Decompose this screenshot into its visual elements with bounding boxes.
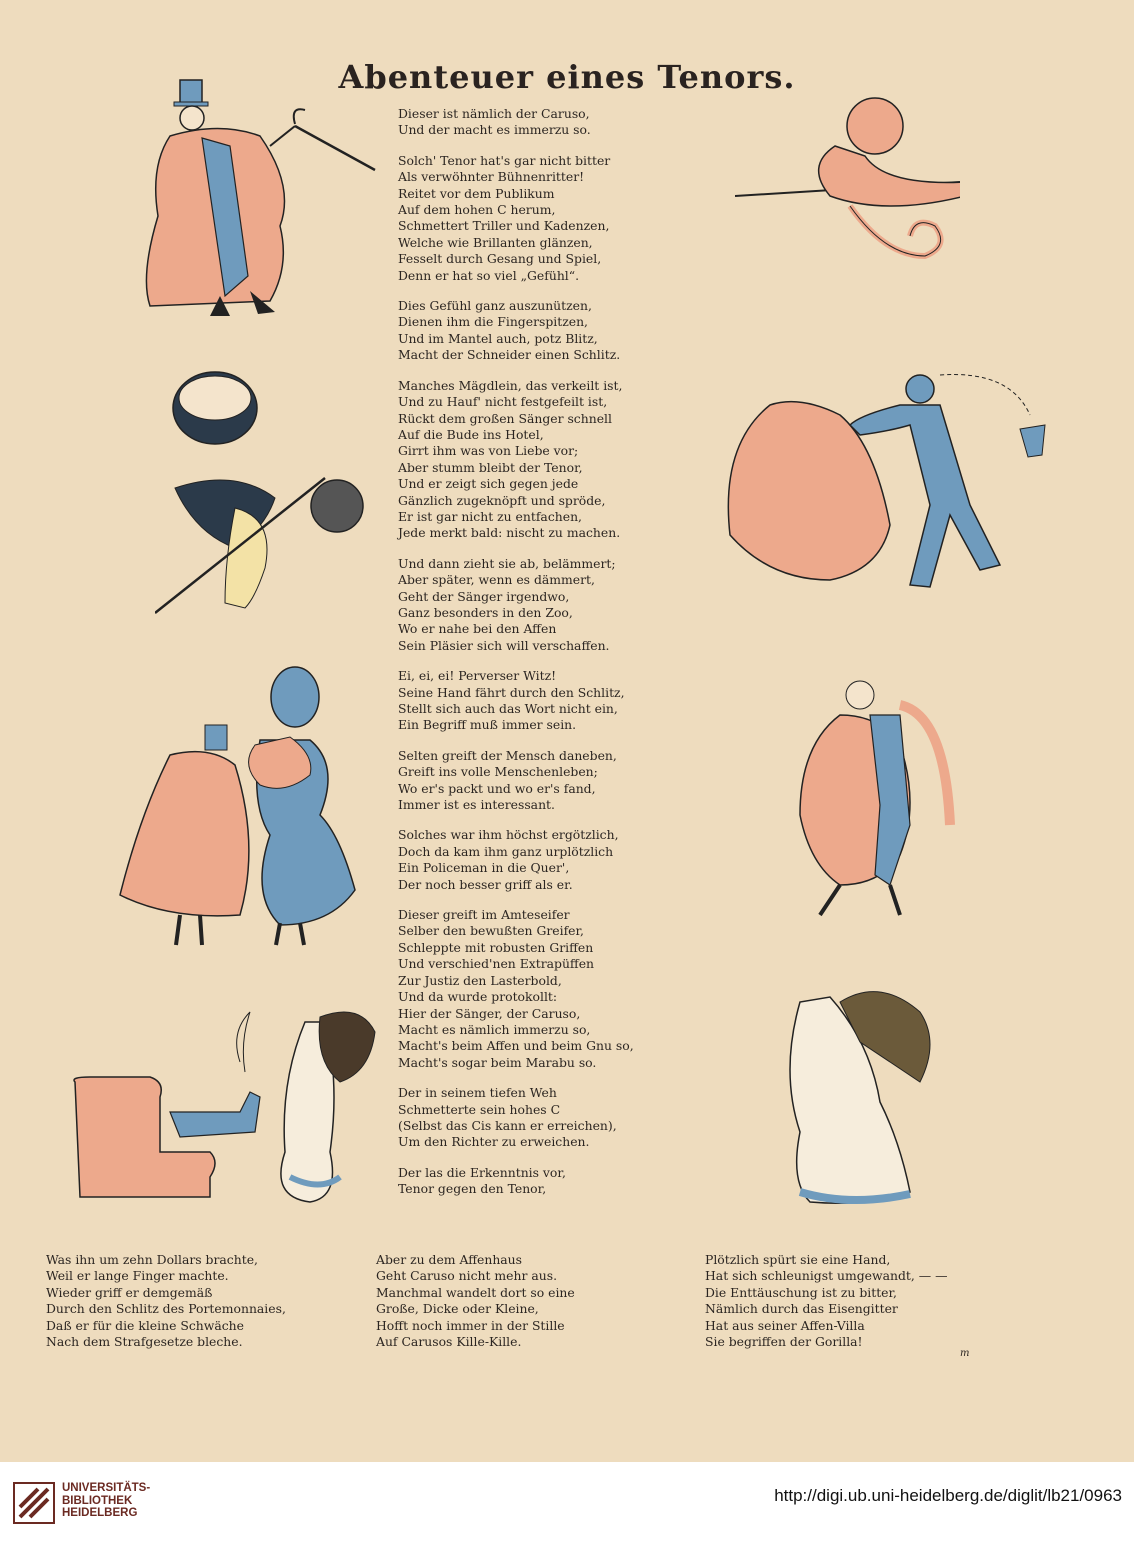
digitization-footer: [0, 1462, 1134, 1553]
stanza: [398, 748, 688, 814]
stanza: [398, 153, 688, 284]
verse-line: Zur Justiz den Lasterbold,: [398, 972, 562, 988]
verse-line: Plötzlich spürt sie eine Hand,: [705, 1252, 891, 1267]
verse-line: Macht der Schneider einen Schlitz.: [398, 347, 621, 363]
verse-line: Schleppte mit robusten Griffen: [398, 939, 594, 955]
verse-line: Aber stumm bleibt der Tenor,: [398, 459, 583, 475]
stanza: [398, 556, 688, 654]
verse-line: Selten greift der Mensch daneben,: [398, 747, 617, 763]
verse-line: Seine Hand fährt durch den Schlitz,: [398, 684, 625, 700]
stanza: [398, 668, 688, 734]
verse-line: Fesselt durch Gesang und Spiel,: [398, 251, 602, 267]
verse-line: Sie begriffen der Gorilla!: [705, 1334, 863, 1350]
verse-line: Wo er nahe bei den Affen: [398, 621, 557, 637]
verse-line: Greift ins volle Menschenleben;: [398, 764, 598, 780]
verse-line: Ei, ei, ei! Perverser Witz!: [398, 668, 557, 684]
verse-line: Um den Richter zu erweichen.: [398, 1134, 590, 1150]
verse-line: Auf die Bude ins Hotel,: [398, 426, 544, 442]
verse-line: Und dann zieht sie ab, belämmert;: [398, 555, 616, 571]
verse-line: Tenor gegen den Tenor,: [398, 1181, 547, 1197]
verse-line: Aber später, wenn es dämmert,: [398, 572, 595, 588]
verse-line: Dieser greift im Amteseifer: [398, 907, 570, 923]
verse-line: Ganz besonders in den Zoo,: [398, 604, 573, 620]
verse-line: Gänzlich zugeknöpft und spröde,: [398, 492, 606, 508]
verse-line: Rückt dem großen Sänger schnell: [398, 410, 612, 426]
verse-line: Und verschied'nen Extrapüffen: [398, 956, 595, 972]
verse-line: Selber den bewußten Greifer,: [398, 923, 584, 939]
illustration-lady-in-long-gown: [770, 982, 950, 1212]
artist-signature: m: [960, 1348, 970, 1359]
verse-line: Hat sich schleunigst umgewandt, — —: [705, 1268, 948, 1284]
stanza: [398, 106, 688, 139]
stanza: [398, 1165, 688, 1198]
verse-line: Und zu Hauf' nicht festgefeilt ist,: [398, 394, 608, 410]
verse-line: Macht es nämlich immerzu so,: [398, 1021, 591, 1037]
verse-line: Girrt ihm was von Liebe vor;: [398, 443, 579, 459]
verse-line: Dienen ihm die Fingerspitzen,: [398, 314, 588, 330]
stanza: [398, 1085, 688, 1151]
page-title: Abenteuer eines Tenors.: [338, 58, 796, 96]
poem-main-column: [398, 106, 688, 1212]
verse-line: Hofft noch immer in der Stille: [376, 1317, 565, 1333]
verse-line: Solch' Tenor hat's gar nicht bitter: [398, 152, 611, 168]
verse-line: (Selbst das Cis kann er erreichen),: [398, 1117, 617, 1133]
verse-line: Geht Caruso nicht mehr aus.: [376, 1268, 558, 1284]
verse-line: Macht's sogar beim Marabu so.: [398, 1054, 597, 1070]
verse-line: Dieser ist nämlich der Caruso,: [398, 106, 590, 121]
verse-line: Sein Pläsier sich will verschaffen.: [398, 637, 610, 653]
verse-line: Immer ist es interessant.: [398, 797, 555, 813]
verse-line: Große, Dicke oder Kleine,: [376, 1301, 539, 1317]
verse-line: Geht der Sänger irgendwo,: [398, 588, 570, 604]
verse-line: Schmettert Triller und Kadenzen,: [398, 218, 610, 234]
verse-line: Jede merkt bald: nischt zu machen.: [398, 525, 621, 541]
verse-line: Weil er lange Finger machte.: [46, 1268, 229, 1284]
verse-line: Hier der Sänger, der Caruso,: [398, 1005, 581, 1021]
verse-line: Der las die Erkenntnis vor,: [398, 1164, 566, 1180]
verse-line: Aber zu dem Affenhaus: [376, 1252, 523, 1267]
verse-line: Stellt sich auch das Wort nicht ein,: [398, 701, 618, 716]
verse-line: Welche wie Brillanten glänzen,: [398, 234, 593, 250]
bottom-column-middle: [376, 1252, 575, 1350]
stanza: [398, 827, 688, 893]
verse-line: Was ihn um zehn Dollars brachte,: [46, 1252, 258, 1267]
illustration-tenor-and-lady-couple: [110, 665, 370, 950]
verse-line: Denn er hat so viel „Gefühl“.: [398, 267, 580, 283]
verse-line: Manches Mägdlein, das verkeilt ist,: [398, 377, 623, 393]
verse-line: Und der macht es immerzu so.: [398, 122, 591, 138]
verse-line: Nach dem Strafgesetze bleche.: [46, 1334, 243, 1350]
verse-line: Nämlich durch das Eisengitter: [705, 1301, 898, 1317]
verse-line: Macht's beim Affen und beim Gnu so,: [398, 1038, 634, 1054]
bottom-column-right: [705, 1252, 947, 1350]
library-line-3: HEIDELBERG: [62, 1507, 138, 1519]
verse-line: Er ist gar nicht zu entfachen,: [398, 508, 582, 524]
verse-line: Der noch besser griff als er.: [398, 876, 573, 892]
illustration-monkey-on-bar: [735, 86, 960, 281]
library-line-2: BIBLIOTHEK: [62, 1494, 133, 1507]
stanza: [398, 907, 688, 1071]
bottom-column-left: [46, 1252, 286, 1350]
illustration-tenor-with-cane: [130, 76, 380, 321]
verse-line: Wo er's packt und wo er's fand,: [398, 780, 596, 796]
stanza: [398, 378, 688, 542]
verse-line: Durch den Schlitz des Portemonnaies,: [46, 1301, 286, 1317]
illustration-tenor-embracing: [780, 675, 960, 920]
verse-line: Die Enttäuschung ist zu bitter,: [705, 1284, 897, 1300]
stanza: [398, 298, 688, 364]
verse-line: Manchmal wandelt dort so eine: [376, 1284, 575, 1300]
verse-line: Ein Policeman in die Quer',: [398, 860, 570, 876]
verse-line: Wieder griff er demgemäß: [46, 1284, 213, 1300]
university-library-logo: [12, 1481, 56, 1525]
verse-line: Auf dem hohen C herum,: [398, 202, 556, 218]
verse-line: Schmetterte sein hohes C: [398, 1101, 561, 1117]
illustration-tenor-in-armchair: [70, 1002, 390, 1212]
verse-line: Und da wurde protokollt:: [398, 989, 558, 1005]
verse-line: Reitet vor dem Publikum: [398, 185, 555, 201]
illustration-lady-with-cane: [155, 358, 365, 618]
verse-line: Doch da kam ihm ganz urplötzlich: [398, 843, 614, 859]
verse-line: Und er zeigt sich gegen jede: [398, 476, 579, 492]
verse-line: Solches war ihm höchst ergötzlich,: [398, 827, 619, 843]
verse-line: Hat aus seiner Affen-Villa: [705, 1317, 865, 1333]
verse-line: Als verwöhnter Bühnenritter!: [398, 169, 585, 185]
verse-line: Der in seinem tiefen Weh: [398, 1085, 557, 1101]
verse-line: Auf Carusos Kille-Kille.: [376, 1334, 522, 1350]
verse-line: Daß er für die kleine Schwäche: [46, 1317, 244, 1333]
library-name: [62, 1482, 150, 1520]
library-line-1: UNIVERSITÄTS-: [62, 1482, 151, 1494]
verse-line: Dies Gefühl ganz auszunützen,: [398, 298, 592, 314]
illustration-policeman-grabbing-tenor: [690, 365, 1075, 595]
verse-line: Und im Mantel auch, potz Blitz,: [398, 330, 598, 346]
source-url-link[interactable]: http://digi.ub.uni-heidelberg.de/diglit/lb21/0963: [774, 1486, 1122, 1505]
verse-line: Ein Begriff muß immer sein.: [398, 717, 577, 733]
